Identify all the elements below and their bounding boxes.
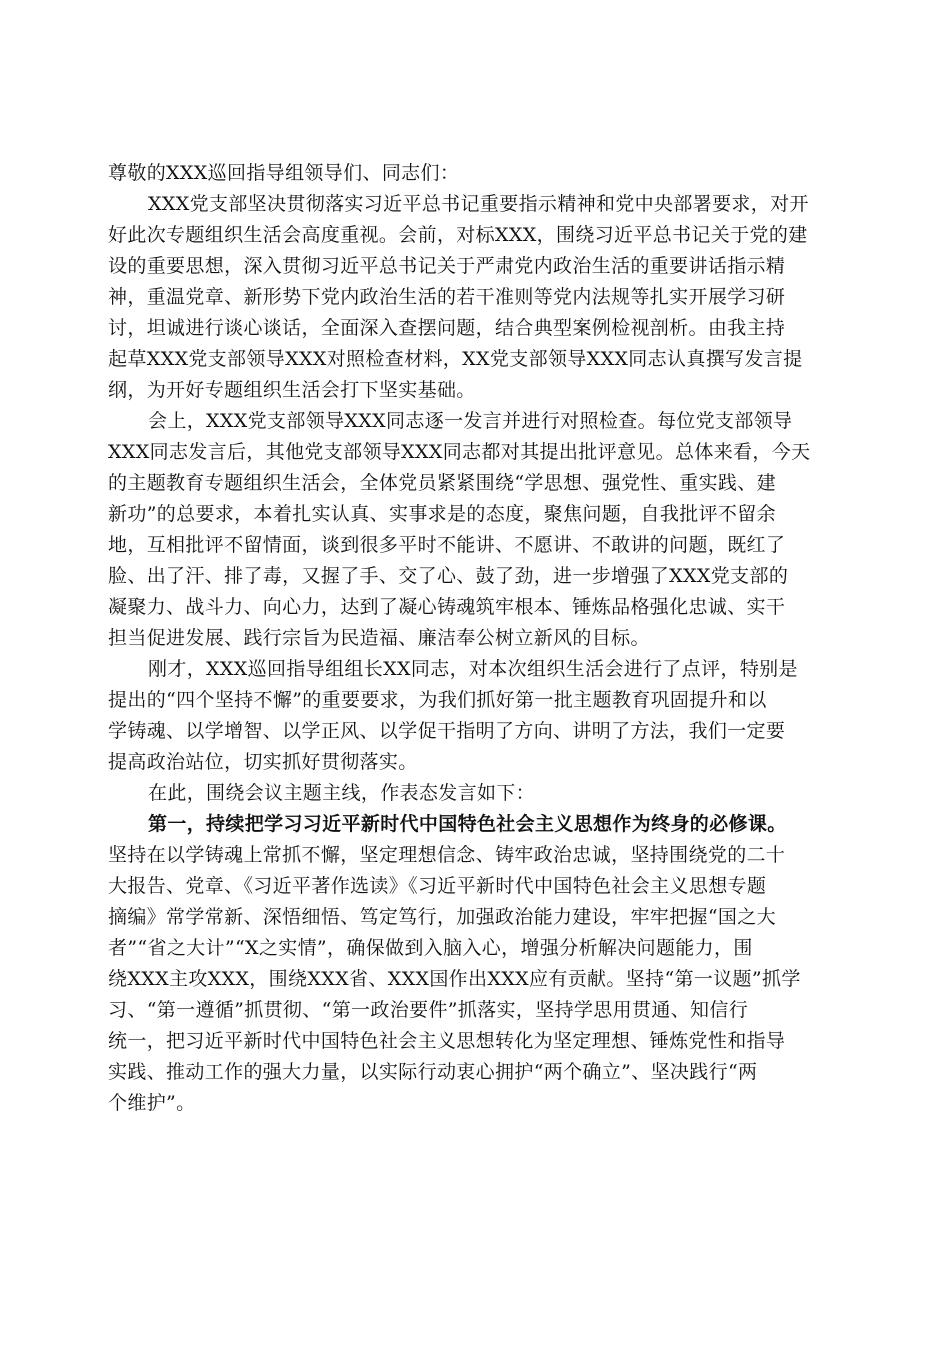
- paragraph-1-line-3: 设的重要思想，深入贯彻习近平总书记关于严肃党内政治生活的重要讲话指示精: [108, 255, 786, 277]
- section-heading-first: 第一，持续把学习习近平新时代中国特色社会主义思想作为终身的必修课。: [148, 813, 787, 835]
- paragraph-3-line-2: 提出的“四个坚持不懈”的重要要求，为我们抓好第一批主题教育巩固提升和以: [108, 689, 767, 711]
- paragraph-5-line-8: 实践、推动工作的强大力量，以实际行动衷心拥护“两个确立”、坚决践行“两: [108, 1061, 758, 1083]
- paragraph-2-line-8: 担当促进发展、践行宗旨为民造福、廉洁奉公树立新风的目标。: [108, 627, 650, 649]
- salutation-line: 尊敬的XXX巡回指导组领导们、同志们：: [108, 162, 460, 184]
- paragraph-2-line-6: 脸、出了汗、排了毒，又握了手、交了心、鼓了劲，进一步增强了XXX党支部的: [108, 565, 789, 587]
- paragraph-2-line-1: 会上，XXX党支部领导XXX同志逐一发言并进行对照检查。每位党支部领导: [148, 410, 793, 432]
- paragraph-2-line-7: 凝聚力、战斗力、向心力，达到了凝心铸魂筑牢根本、锤炼品格强化忠诚、实干: [108, 596, 786, 618]
- paragraph-1-line-1: XXX党支部坚决贯彻落实习近平总书记重要指示精神和党中央部署要求，对开: [148, 193, 809, 215]
- paragraph-5-line-4: 者”“省之大计”“X之实情”，确保做到入脑入心，增强分析解决问题能力，围: [108, 937, 753, 959]
- paragraph-2-line-5: 地，互相批评不留情面，谈到很多平时不能讲、不愿讲、不敢讲的问题，既红了: [108, 534, 786, 556]
- paragraph-1-line-4: 神，重温党章、新形势下党内政治生活的若干准则等党内法规等扎实开展学习研: [108, 286, 786, 308]
- paragraph-2-line-4: 新功”的总要求，本着扎实认真、实事求是的态度，聚焦问题，自我批评不留余: [108, 503, 776, 525]
- paragraph-5-line-2: 大报告、党章、《习近平著作选读》《习近平新时代中国特色社会主义思想专题: [108, 875, 767, 897]
- paragraph-2-line-2: XXX同志发言后，其他党支部领导XXX同志都对其提出批评意见。总体来看，今天: [108, 441, 811, 463]
- paragraph-3-line-4: 提高政治站位，切实抓好贯彻落实。: [108, 751, 418, 773]
- document-body: [108, 158, 824, 1119]
- paragraph-1-line-2: 好此次专题组织生活会高度重视。会前，对标XXX，围绕习近平总书记关于党的建: [108, 224, 808, 246]
- paragraph-5-line-1: 坚持在以学铸魂上常抓不懈，坚定理想信念、铸牢政治忠诚，坚持围绕党的二十: [108, 844, 786, 866]
- paragraph-5-line-3: 摘编》常学常新、深悟细悟、笃定笃行，加强政治能力建设，牢牢把握“国之大: [108, 906, 776, 928]
- paragraph-3-line-3: 学铸魂、以学增智、以学正风、以学促干指明了方向、讲明了方法，我们一定要: [108, 720, 786, 742]
- paragraph-1-line-7: 纲，为开好专题组织生活会打下坚实基础。: [108, 379, 476, 401]
- paragraph-5-line-6: 习、“第一遵循”抓贯彻、“第一政治要件”抓落实，坚持学思用贯通、知信行: [108, 999, 749, 1021]
- paragraph-5-line-9: 个维护”。: [108, 1092, 196, 1114]
- paragraph-1-line-5: 讨，坦诚进行谈心谈话，全面深入查摆问题，结合典型案例检视剖析。由我主持: [108, 317, 786, 339]
- paragraph-5-line-7: 统一，把习近平新时代中国特色社会主义思想转化为坚定理想、锤炼党性和指导: [108, 1030, 786, 1052]
- paragraph-1-line-6: 起草XXX党支部领导XXX对照检查材料，XX党支部领导XXX同志认真撰写发言提: [108, 348, 803, 370]
- paragraph-5-line-5: 绕XXX主攻XXX，围绕XXX省、XXX国作出XXX应有贡献。坚持“第一议题”抓学: [108, 968, 801, 990]
- paragraph-3-line-1: 刚才，XXX巡回指导组组长XX同志，对本次组织生活会进行了点评，特别是: [148, 658, 798, 680]
- paragraph-4-line-1: 在此，围绕会议主题主线，作表态发言如下：: [148, 782, 536, 804]
- paragraph-2-line-3: 的主题教育专题组织生活会，全体党员紧紧围绕“学思想、强党性、重实践、建: [108, 472, 776, 494]
